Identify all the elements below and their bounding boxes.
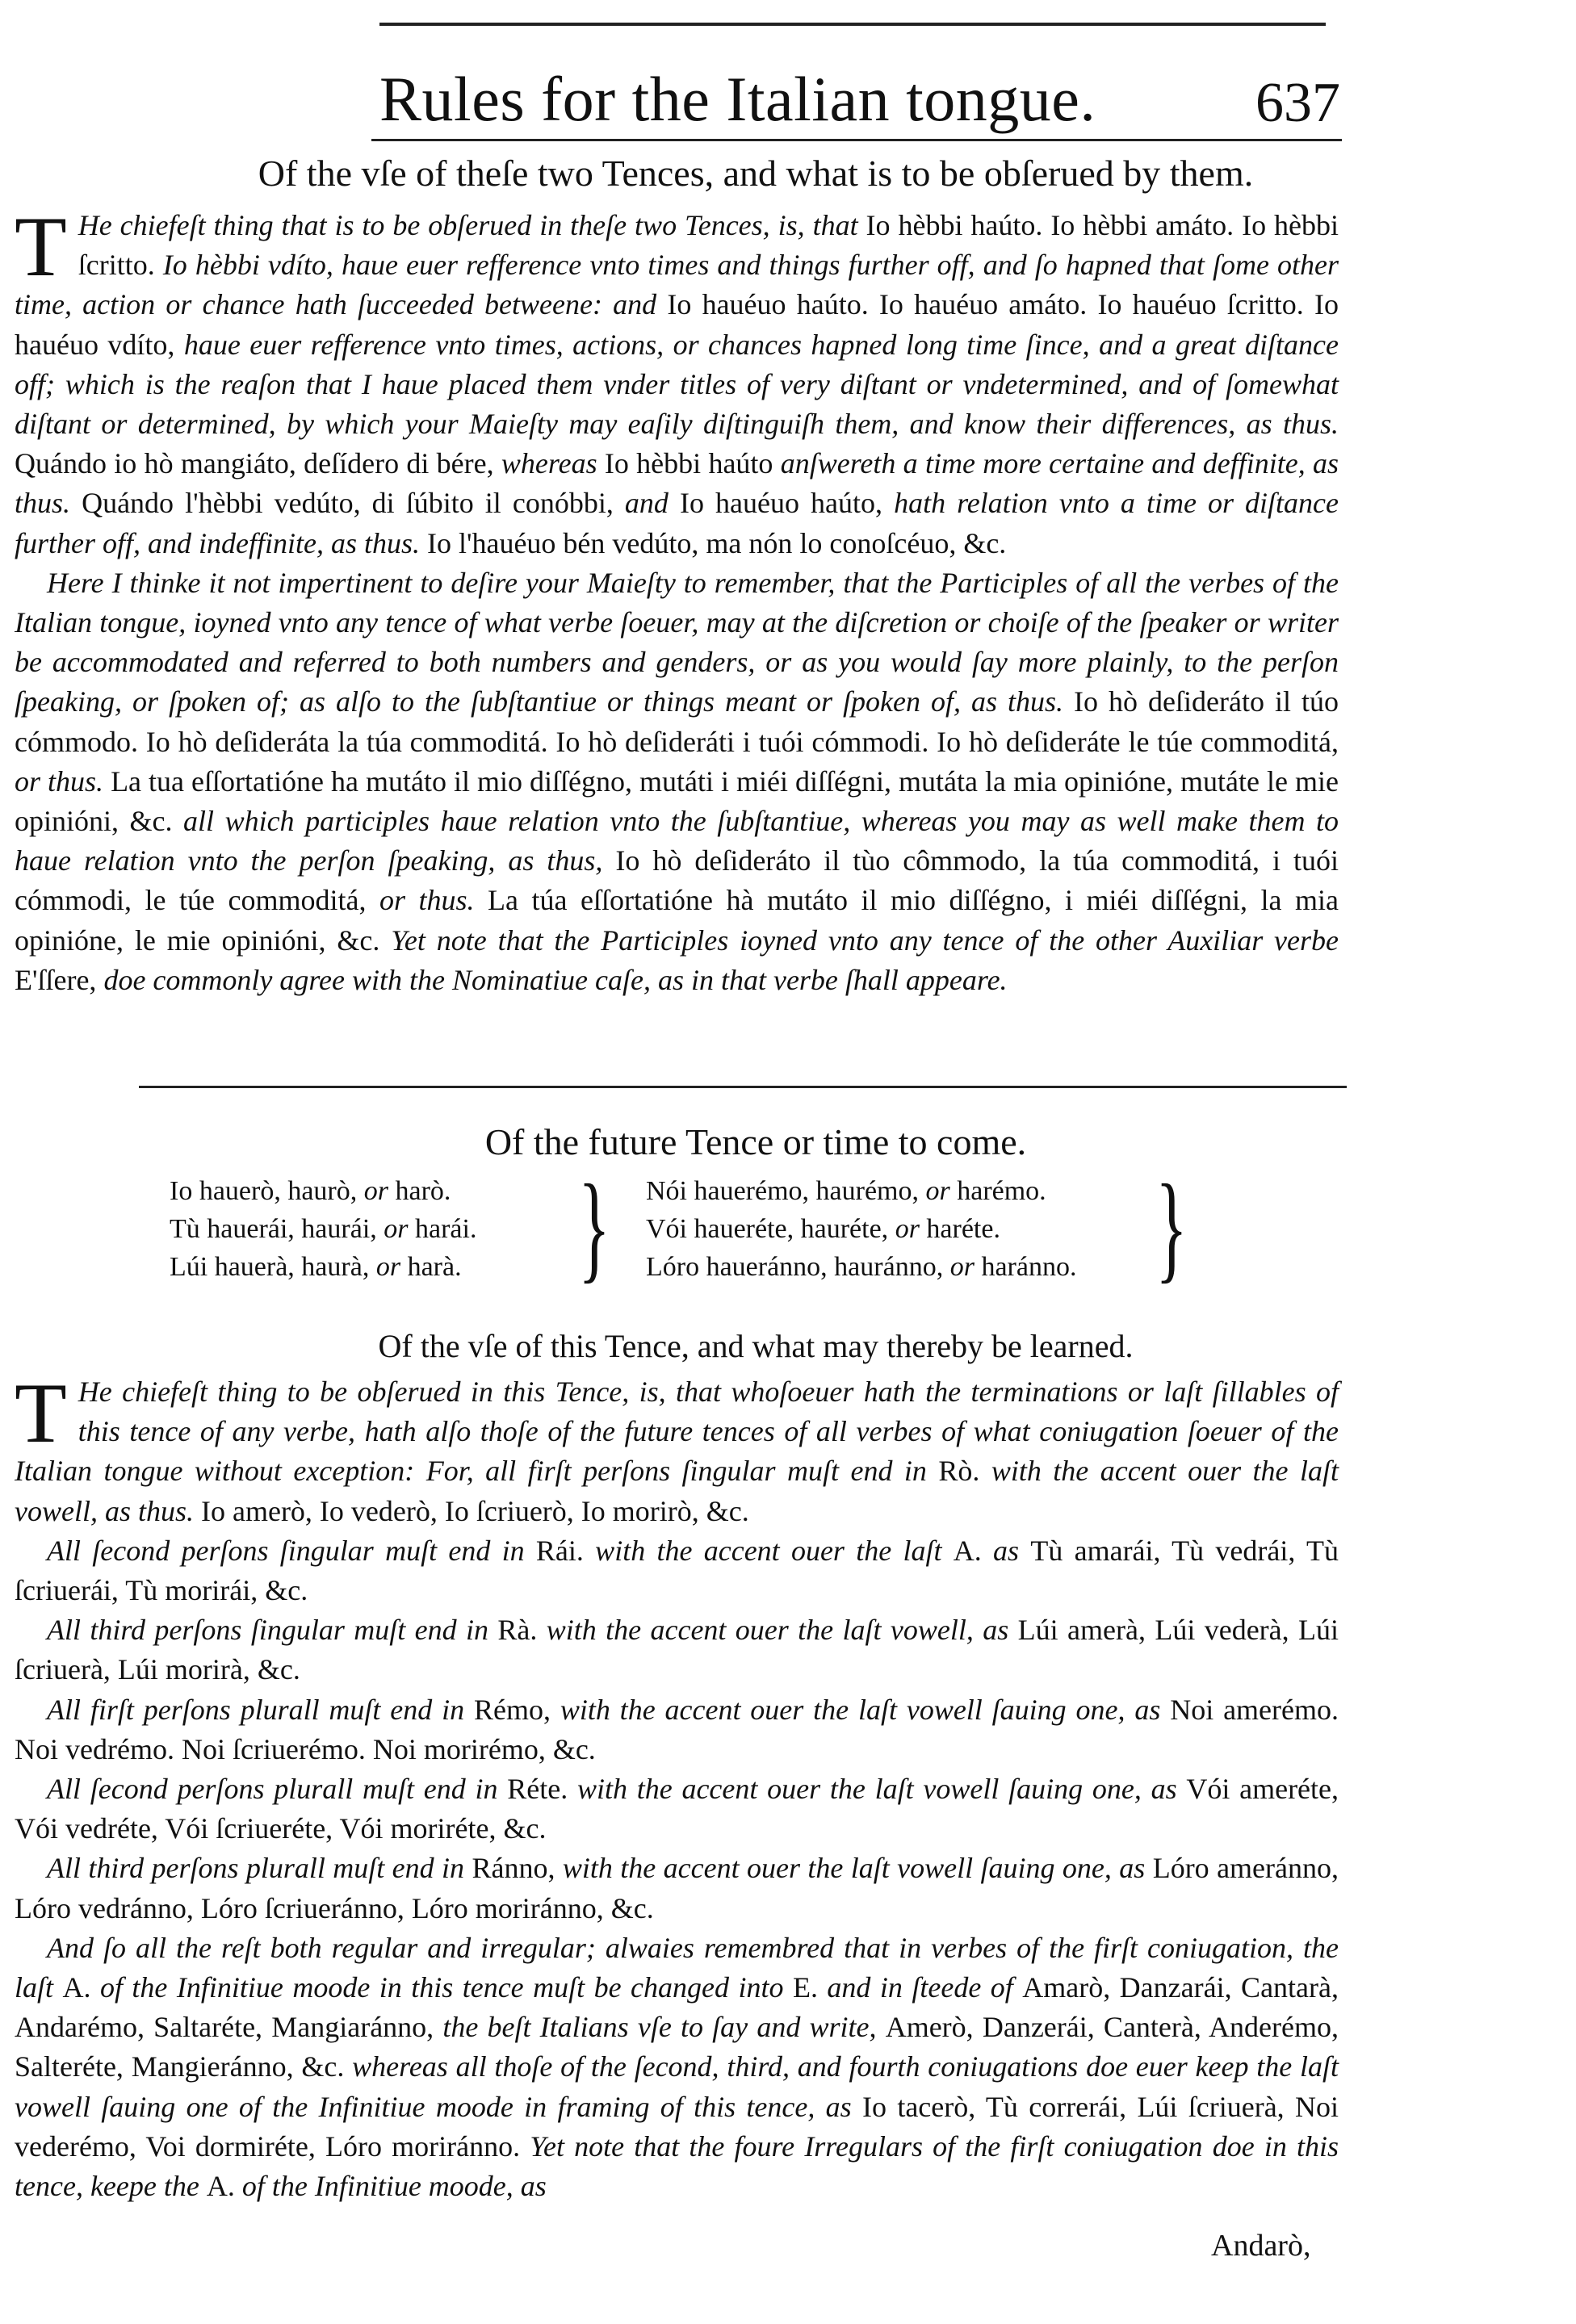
roman-text-run: Rà. <box>497 1614 538 1647</box>
italic-text-run: He chiefeſt thing to be obſerued in this Tence, is, that whoſoeuer hath the terminations or laſt ſillables of this tence of any verbe, hath alſo thoſe of the future tences of all verbes of what coniugation ſoeuer of the Italian tongue without exception: For, all firſt perſons ſingular muſt end in <box>15 1376 1339 1488</box>
roman-text-run: Io hauéuo haúto, <box>679 487 883 520</box>
paragraph-text <box>15 1852 1339 1924</box>
conjugation-line <box>646 1210 1163 1248</box>
italic-text-run: and in ſteede of <box>817 1971 1023 2004</box>
drop-cap: T <box>15 199 67 294</box>
roman-text-run: Vói ameréte, Vói vedréte, Vói ſcriueréte, Vói moriréte, &c. <box>15 1773 1339 1845</box>
paragraph <box>15 563 1339 1000</box>
italic-text-run: as <box>981 1534 1031 1567</box>
roman-text-run: Rémo, <box>473 1693 551 1726</box>
singular-forms <box>170 1172 573 1286</box>
italic-text-run: And ſo all the reſt both regular and irregular; alwaies remembred that in verbes of the firſt coniugation, the laſt <box>15 1931 1339 2004</box>
paragraph-text <box>15 1614 1339 1685</box>
roman-text-run: harái. <box>408 1214 477 1244</box>
roman-text-run: Vói haueréte, hauréte, <box>646 1214 895 1244</box>
paragraph <box>15 1610 1339 1690</box>
roman-text-run: La túa eſſortatióne hà mutáto il mio diſſégno, i miéi diſſégni, la mia opinióne, le mie opinióni, &c. <box>15 884 1339 957</box>
section-heading-future-tence: Of the future Tence or time to come. <box>484 1121 1027 1162</box>
roman-text-run: E'ſſere, <box>15 963 97 996</box>
italic-text-run: with the accent ouer the laſt vowell ſauing one, as <box>555 1852 1153 1885</box>
conjugation-line <box>170 1210 573 1248</box>
header-rule <box>371 139 1342 141</box>
italic-text-run: or <box>375 1252 401 1282</box>
paragraph-text <box>15 1773 1339 1845</box>
roman-text-run: harò. <box>388 1176 451 1206</box>
italic-text-run: All ſecond perſons ſingular muſt end in <box>47 1534 536 1567</box>
roman-text-run: Lóro haueránno, hauránno, <box>646 1252 950 1282</box>
roman-text-run: A. <box>62 1971 91 2004</box>
italic-text-run: with the accent ouer the laſt <box>583 1534 954 1567</box>
roman-text-run: Io hauéuo haúto. Io hauéuo amáto. Io hauéuo ſcritto. Io hauéuo vdíto, <box>15 288 1339 361</box>
italic-text-run: doe commonly agree with the Nominatiue caſe, as in that verbe ſhall appeare. <box>96 963 1008 996</box>
paragraph-text <box>15 1932 1339 2202</box>
italic-text-run: all which participles haue relation vnto the ſubſtantiue, whereas you may as well make them to haue relation vnto the perſon ſpeaking, as thus, <box>15 805 1339 877</box>
catchword: Andarò, <box>1211 2229 1311 2263</box>
roman-text-run: Io hauerò, haurò, <box>170 1176 364 1206</box>
italic-text-run: or <box>895 1214 920 1244</box>
italic-text-run: Io hèbbi vdíto, haue euer refference vnto times and things further off, and ſo hapned that ſome other time, action or chance hath ſucceeded betweene: and <box>15 249 1339 321</box>
roman-text-run: Amerò, Danzerái, Canterà, Anderémo, Salteréte, Mangieránno, &c. <box>15 2011 1339 2083</box>
roman-text-run: Amarò, Danzarái, Cantarà, Andarémo, Saltaréte, Mangiaránno, <box>15 1971 1339 2044</box>
italic-text-run: Here I thinke it not impertinent to deſire your Maieſty to remember, that the Participles of all the verbes of the Italian tongue, ioyned vnto any tence of what verbe ſoeuer, may at the diſcretion or choiſe of the ſpeaker or writer be accommodated and referred to both numbers and genders, or as you would ſay more plainly, to the perſon ſpeaking, or ſpoken of; as alſo to the ſubſtantiue or things meant or ſpoken of, as thus. <box>15 566 1339 718</box>
paragraph <box>15 199 1339 563</box>
subheading-use-of-tence: Of the vſe of this Tence, and what may thereby be learned. <box>378 1328 1134 1364</box>
italic-text-run: All third perſons plurall muſt end in <box>47 1852 472 1885</box>
roman-text-run: La tua eſſortatióne ha mutáto il mio diſſégno, mutáti i miéi diſſégni, mutáta la mia opinióne, mutáte le mie opinióni, &c. <box>15 764 1339 838</box>
italic-text-run: with the accent ouer the laſt vowell ſauing one, as <box>550 1693 1171 1726</box>
paragraph-text <box>15 199 1339 559</box>
italic-text-run: with the accent ouer the laſt vowell ſauing one, as <box>568 1773 1187 1806</box>
italic-text-run: and <box>613 487 680 520</box>
future-tence-conjugation-table <box>170 1160 1219 1309</box>
italic-text-run: of the Infinitiue moode in this tence muſt be changed into <box>90 1971 793 2004</box>
italic-text-run: or <box>925 1176 950 1206</box>
conjugation-line <box>170 1172 573 1210</box>
roman-text-run: Nói hauerémo, haurémo, <box>646 1176 926 1206</box>
roman-text-run: E. <box>792 1971 818 2004</box>
section1-body <box>15 199 1339 1000</box>
italic-text-run: or thus. <box>366 884 488 917</box>
section2-body <box>15 1366 1339 2206</box>
italic-text-run: All firſt perſons plurall muſt end in <box>47 1693 474 1726</box>
paragraph <box>15 1769 1339 1849</box>
paragraph-text <box>15 1366 1339 1527</box>
italic-text-run: with the accent ouer the laſt vowell, as <box>537 1614 1018 1647</box>
drop-cap: T <box>15 1366 67 1460</box>
roman-text-run: Rò. <box>938 1455 980 1488</box>
roman-text-run: A. <box>206 2170 235 2203</box>
brace-ornament: } <box>1155 1160 1188 1294</box>
conjugation-line <box>646 1172 1163 1210</box>
page-number: 637 <box>1255 72 1340 134</box>
italic-text-run: or <box>384 1214 409 1244</box>
italic-text-run: or thus. <box>15 764 111 798</box>
paragraph-text <box>15 1694 1339 1765</box>
paragraph-text <box>15 567 1339 996</box>
paragraph <box>15 1928 1339 2206</box>
roman-text-run: Io l'hauéuo bén vedúto, ma nón lo conoſcéuo, &c. <box>427 526 1007 559</box>
italic-text-run: whereas all thoſe of the ſecond, third, and fourth coniugations doe euer keep the laſt vowell ſauing one of the Infinitiue moode in framing of this tence, as <box>15 2050 1339 2123</box>
roman-text-run: haránno. <box>974 1252 1077 1282</box>
paragraph <box>15 1690 1339 1769</box>
paragraph <box>15 1366 1339 1531</box>
italic-text-run: anſwereth a time more certaine and deffinite, as thus. <box>15 447 1339 520</box>
italic-text-run: All third perſons ſingular muſt end in <box>47 1614 498 1647</box>
roman-text-run: Lúi hauerà, haurà, <box>170 1252 376 1282</box>
conjugation-line <box>170 1248 573 1286</box>
paragraph-text <box>15 1535 1339 1606</box>
roman-text-run: Io tacerò, Tù correrái, Lúi ſcriuerà, Noi vederémo, Voi dormiréte, Lóro moriránno. <box>15 2090 1339 2163</box>
top-border-rule <box>379 23 1326 26</box>
italic-text-run: whereas <box>493 447 605 480</box>
italic-text-run: Yet note that the Participles ioyned vnto any tence of the other Auxiliar verbe <box>379 923 1339 957</box>
running-title: Rules for the Italian tongue. <box>379 64 1096 134</box>
roman-text-run: Réte. <box>507 1773 568 1806</box>
conjugation-line <box>646 1248 1163 1286</box>
italic-text-run: with the accent ouer the laſt vowell, as thus. <box>15 1455 1339 1527</box>
roman-text-run: harémo. <box>949 1176 1046 1206</box>
roman-text-run: Quándo io hò mangiáto, deſídero di bére, <box>15 447 494 480</box>
roman-text-run: Lóro ameránno, Lóro vedránno, Lóro ſcriueránno, Lóro moriránno, &c. <box>15 1852 1339 1924</box>
italic-text-run: He chiefeſt thing that is to be obſerued in theſe two Tences, is, that <box>78 209 866 241</box>
plural-forms <box>646 1172 1163 1286</box>
roman-text-run: Lúi amerà, Lúi vederà, Lúi ſcriuerà, Lúi morirà, &c. <box>15 1614 1339 1686</box>
roman-text-run: haréte. <box>919 1214 1000 1244</box>
italic-text-run: of the Infinitiue moode, as <box>234 2170 547 2203</box>
roman-text-run: harà. <box>400 1252 462 1282</box>
roman-text-run: Io hò deſideráto il tùo cômmodo, la túa commoditá, i tuói cómmodi, le túe commoditá, <box>15 844 1339 917</box>
section-heading-perfect-tences: Of the vſe of theſe two Tences, and what is to be obſerued by them. <box>258 153 1254 194</box>
section-divider-rule <box>139 1086 1347 1088</box>
roman-text-run: Rái. <box>535 1534 584 1567</box>
paragraph <box>15 1531 1339 1610</box>
italic-text-run: the beſt Italians vſe to ſay and write, <box>434 2011 886 2044</box>
italic-text-run: hath relation vnto a time or diſtance further off, and indeffinite, as thus. <box>15 487 1339 559</box>
roman-text-run: Tù amarái, Tù vedrái, Tù ſcriuerái, Tù morirái, &c. <box>15 1534 1339 1607</box>
roman-text-run: Io hèbbi haúto. Io hèbbi amáto. Io hèbbi ſcritto. <box>78 209 1339 282</box>
italic-text-run: All ſecond perſons plurall muſt end in <box>47 1773 508 1806</box>
roman-text-run: Io hò deſideráto il túo cómmodo. Io hò deſideráta la túa commoditá. Io hò deſideráti i tuói cómmodi. Io hò deſideráte le túe commoditá, <box>15 685 1339 758</box>
paragraph <box>15 1849 1339 1928</box>
italic-text-run: haue euer refference vnto times, actions, or chances hapned long time ſince, and a great diſtance off; which is the reaſon that I haue placed them vnder titles of very diſtant or vndetermined, and of ſomewhat diſtant or determined, by which your Maieſty may eaſily diſtinguiſh them, and know their differences, as thus. <box>15 328 1339 441</box>
italic-text-run: or <box>949 1252 975 1282</box>
brace-ornament: } <box>578 1160 610 1294</box>
roman-text-run: Quándo l'hèbbi vedúto, di ſúbito il conóbbi, <box>82 487 614 520</box>
roman-text-run: A. <box>953 1534 982 1567</box>
roman-text-run: Io hèbbi haúto <box>604 447 773 480</box>
roman-text-run: Ránno, <box>472 1852 555 1885</box>
italic-text-run: or <box>363 1176 388 1206</box>
roman-text-run: Noi amerémo. Noi vedrémo. Noi ſcriuerémo. Noi morirémo, &c. <box>15 1693 1339 1765</box>
roman-text-run: Io amerò, Io vederò, Io ſcriuerò, Io morirò, &c. <box>201 1494 749 1527</box>
running-header <box>371 39 1350 136</box>
roman-text-run: Tù hauerái, haurái, <box>170 1214 384 1244</box>
italic-text-run: Yet note that the foure Irregulars of the firſt coniugation doe in this tence, keepe the <box>15 2129 1339 2203</box>
